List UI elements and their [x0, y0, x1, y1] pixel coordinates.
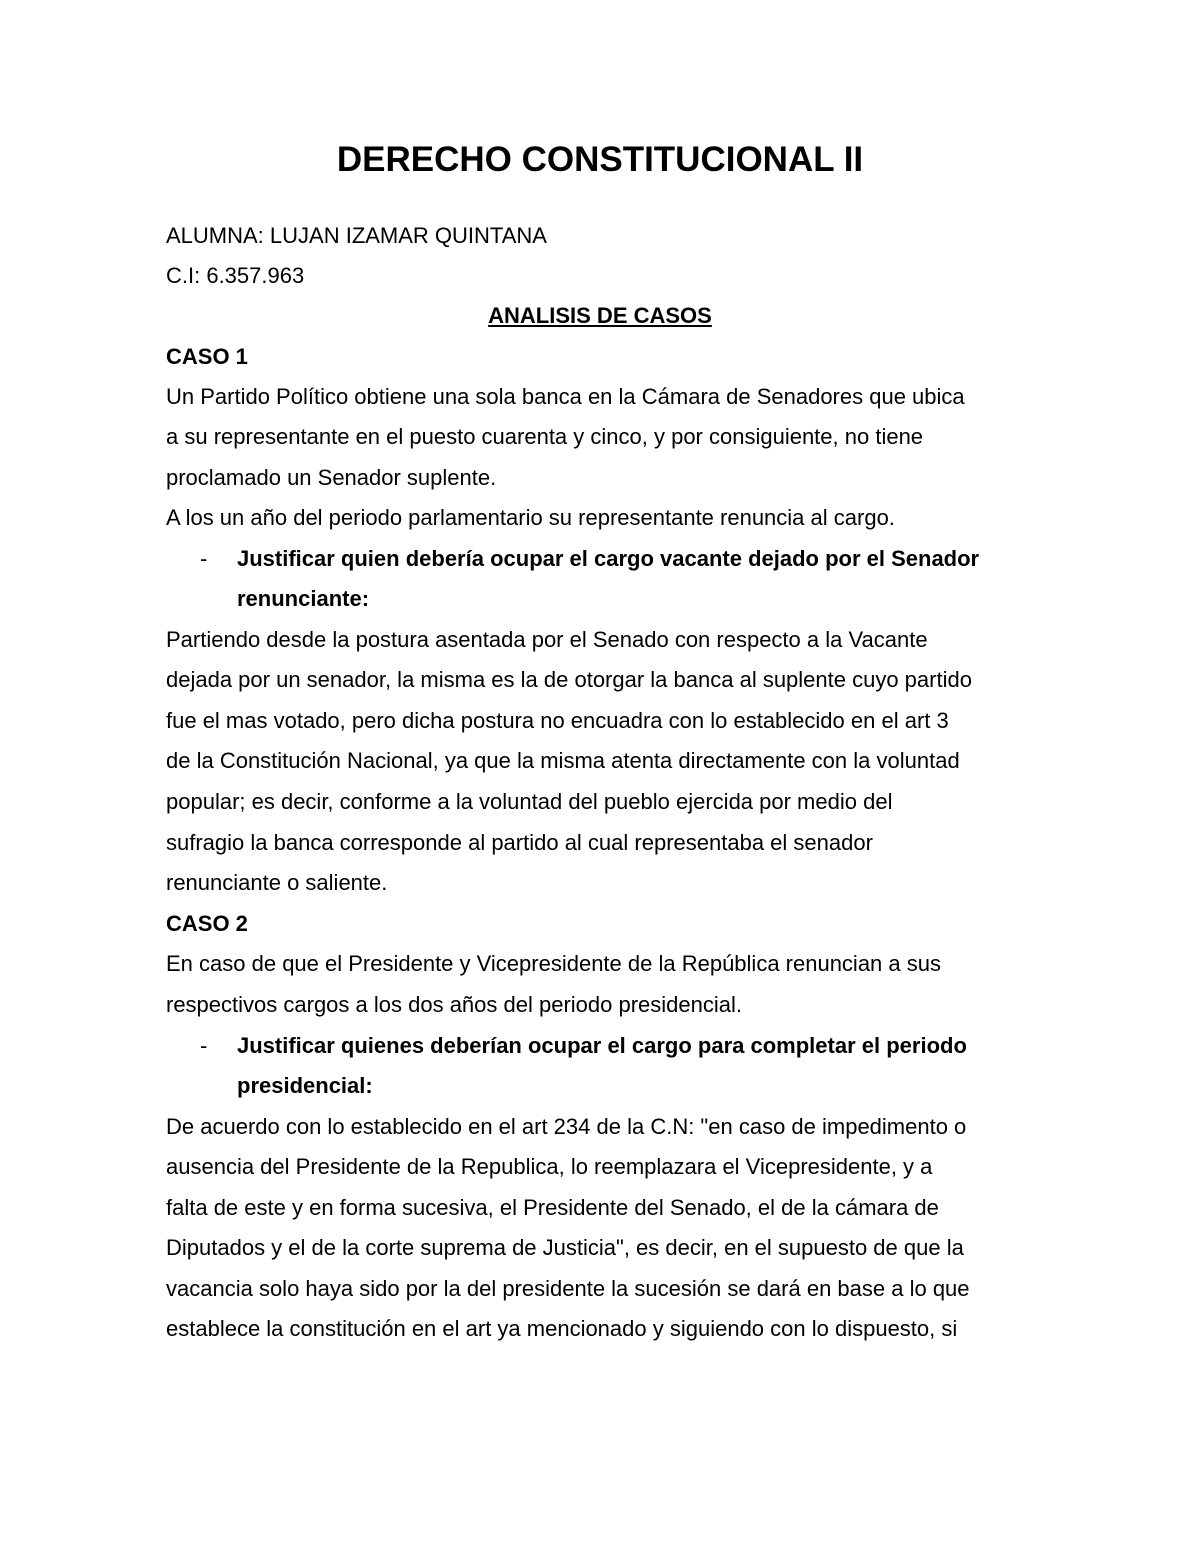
- caso1-statement-line: a su representante en el puesto cuarenta y cinco, y por consiguiente, no tiene: [166, 424, 924, 449]
- student-name: ALUMNA: LUJAN IZAMAR QUINTANA: [166, 223, 547, 248]
- caso2-statement-line: En caso de que el Presidente y Vicepresidente de la República renuncian a sus: [166, 951, 941, 976]
- document-title: DERECHO CONSTITUCIONAL II: [336, 140, 864, 179]
- caso2-question-line: presidencial:: [237, 1073, 373, 1098]
- student-id: C.I: 6.357.963: [166, 263, 305, 288]
- caso1-answer-line: dejada por un senador, la misma es la de otorgar la banca al suplente cuyo partido: [166, 667, 972, 692]
- caso1-answer-line: Partiendo desde la postura asentada por el Senado con respecto a la Vacante: [166, 627, 928, 652]
- caso2-bullet-marker: -: [200, 1033, 208, 1058]
- caso2-answer-line: ausencia del Presidente de la Republica, lo reemplazara el Vicepresidente, y a: [166, 1154, 933, 1179]
- caso2-answer-line: vacancia solo haya sido por la del presidente la sucesión se dará en base a lo que: [166, 1276, 970, 1301]
- caso2-answer-line: establece la constitución en el art ya mencionado y siguiendo con lo dispuesto, si: [166, 1316, 958, 1341]
- caso2-answer-line: Diputados y el de la corte suprema de Justicia", es decir, en el supuesto de que la: [166, 1235, 964, 1260]
- caso2-answer-line: falta de este y en forma sucesiva, el Presidente del Senado, el de la cámara de: [166, 1195, 939, 1220]
- section-heading: ANALISIS DE CASOS: [488, 303, 712, 328]
- caso1-answer-line: de la Constitución Nacional, ya que la misma atenta directamente con la voluntad: [166, 748, 960, 773]
- caso1-answer-line: renunciante o saliente.: [166, 870, 388, 895]
- caso1-statement-line: Un Partido Político obtiene una sola banca en la Cámara de Senadores que ubica: [166, 384, 965, 409]
- caso2-heading: CASO 2: [166, 911, 248, 936]
- caso1-statement-line: A los un año del periodo parlamentario su representante renuncia al cargo.: [166, 505, 895, 530]
- caso1-answer-line: sufragio la banca corresponde al partido al cual representaba el senador: [166, 830, 873, 855]
- caso1-question-line: Justificar quien debería ocupar el cargo vacante dejado por el Senador: [237, 546, 980, 571]
- caso2-statement-line: respectivos cargos a los dos años del periodo presidencial.: [166, 992, 742, 1017]
- caso1-question-line: renunciante:: [237, 586, 370, 611]
- caso1-answer-line: popular; es decir, conforme a la voluntad del pueblo ejercida por medio del: [166, 789, 893, 814]
- caso1-bullet-marker: -: [200, 546, 208, 571]
- caso1-answer-line: fue el mas votado, pero dicha postura no encuadra con lo establecido en el art 3: [166, 708, 949, 733]
- caso1-statement-line: proclamado un Senador suplente.: [166, 465, 497, 490]
- caso1-heading: CASO 1: [166, 344, 248, 369]
- caso2-question-line: Justificar quienes deberían ocupar el cargo para completar el periodo: [237, 1033, 967, 1058]
- caso2-answer-line: De acuerdo con lo establecido en el art 234 de la C.N: "en caso de impedimento o: [166, 1114, 967, 1139]
